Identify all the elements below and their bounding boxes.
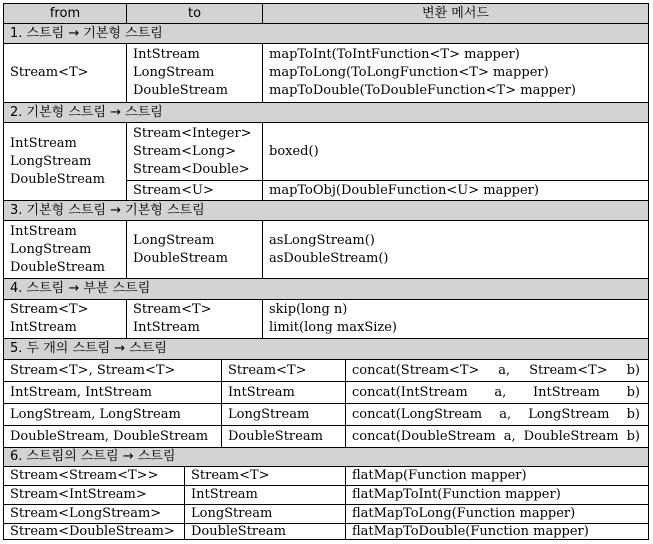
section-1-title-row — [4, 23, 648, 43]
to-cell: IntStream — [184, 485, 345, 504]
method-part: b) — [626, 406, 640, 422]
from-line: IntStream — [10, 135, 77, 151]
table-row — [4, 403, 648, 425]
header-from: from — [4, 4, 126, 23]
method-part: Stream<T> — [529, 362, 608, 378]
section-title: 3. 기본형 스트림 → 기본형 스트림 — [4, 200, 648, 220]
to-cell — [126, 220, 262, 278]
from-line: LongStream — [10, 153, 92, 169]
method-part: IntStream — [532, 384, 600, 400]
method-part: b) — [626, 428, 640, 444]
method-part: concat(LongStream — [352, 406, 483, 422]
section-title: 4. 스트림 → 부분 스트림 — [4, 278, 648, 299]
method-part: a, — [494, 384, 507, 400]
table-header-row — [4, 4, 648, 23]
from-cell: Stream<Stream<T>> — [4, 466, 184, 485]
method-line: mapToInt(ToIntFunction<T> mapper) — [269, 47, 520, 62]
method-cell — [345, 359, 648, 381]
table-row — [4, 466, 648, 485]
to-line: DoubleStream — [133, 83, 228, 98]
to-line: Stream<T> — [133, 302, 212, 317]
method-part: concat(DoubleStream — [352, 428, 496, 444]
from-line: Stream<T> — [10, 302, 89, 317]
section-3-row — [4, 220, 648, 278]
method-cell — [345, 381, 648, 403]
to-cell — [126, 180, 262, 200]
from-line: DoubleStream — [10, 171, 105, 187]
stream-conversion-table — [3, 3, 649, 540]
method-cell — [262, 180, 648, 200]
section-title: 6. 스트림의 스트림 → 스트림 — [4, 447, 648, 466]
section-title: 2. 기본형 스트림 → 스트림 — [4, 102, 648, 122]
method-line: mapToObj(DoubleFunction<U> mapper) — [269, 182, 539, 198]
section-3-title-row — [4, 200, 648, 220]
table-row — [4, 359, 648, 381]
from-cell: Stream<DoubleStream> — [4, 523, 184, 539]
header-method: 변환 메서드 — [262, 4, 648, 23]
method-cell: flatMapToInt(Function mapper) — [345, 485, 648, 504]
method-part: concat(IntStream — [352, 384, 468, 400]
to-cell: Stream<T> — [221, 359, 345, 381]
method-part: a, — [499, 406, 512, 422]
from-cell — [4, 220, 126, 278]
to-line: Stream<Long> — [133, 143, 237, 159]
from-cell — [4, 43, 126, 102]
section-4-title-row — [4, 278, 648, 299]
to-line: Stream<U> — [133, 182, 214, 198]
to-line: Stream<Integer> — [133, 125, 252, 141]
section-6-title-row — [4, 447, 648, 466]
section-1-row — [4, 43, 648, 102]
from-cell — [4, 122, 126, 200]
from-cell: Stream<IntStream> — [4, 485, 184, 504]
to-cell: Stream<T> — [184, 466, 345, 485]
method-line: asLongStream() — [269, 232, 375, 248]
section-2-row — [4, 122, 648, 200]
method-line: skip(long n) — [269, 302, 348, 317]
to-line: IntStream — [133, 320, 200, 335]
method-part: a, — [503, 428, 516, 444]
method-line: mapToLong(ToLongFunction<T> mapper) — [269, 65, 549, 80]
to-cell — [126, 43, 262, 102]
method-line: limit(long maxSize) — [269, 320, 397, 335]
section-5-title-row — [4, 338, 648, 359]
to-cell: DoubleStream — [221, 425, 345, 447]
section-title: 5. 두 개의 스트림 → 스트림 — [4, 338, 648, 359]
header-to: to — [126, 4, 262, 23]
method-cell — [262, 43, 648, 102]
from-line: IntStream — [10, 320, 77, 335]
method-line: boxed() — [269, 143, 319, 159]
table-row — [4, 381, 648, 403]
to-line: Stream<Double> — [133, 161, 250, 177]
method-part: b) — [626, 362, 640, 378]
method-cell — [345, 403, 648, 425]
to-line: LongStream — [133, 232, 215, 248]
to-cell — [126, 299, 262, 338]
from-line: Stream<T> — [10, 65, 89, 80]
to-cell: LongStream — [184, 504, 345, 523]
method-cell — [262, 220, 648, 278]
to-cell: IntStream — [221, 381, 345, 403]
from-cell: LongStream, LongStream — [4, 403, 221, 425]
from-cell — [4, 299, 126, 338]
from-line: IntStream — [10, 223, 77, 239]
section-4-row — [4, 299, 648, 338]
from-cell: Stream<LongStream> — [4, 504, 184, 523]
method-cell — [262, 299, 648, 338]
from-cell: DoubleStream, DoubleStream — [4, 425, 221, 447]
method-cell: flatMap(Function mapper) — [345, 466, 648, 485]
to-line: LongStream — [133, 65, 215, 80]
to-cell: LongStream — [221, 403, 345, 425]
section-2-title-row — [4, 102, 648, 122]
from-line: DoubleStream — [10, 259, 105, 275]
method-part: b) — [626, 384, 640, 400]
to-line: IntStream — [133, 47, 200, 62]
method-part: concat(Stream<T> — [352, 362, 480, 378]
method-cell — [262, 122, 648, 180]
section-title: 1. 스트림 → 기본형 스트림 — [4, 23, 648, 43]
table-row — [4, 425, 648, 447]
method-line: mapToDouble(ToDoubleFunction<T> mapper) — [269, 83, 576, 98]
to-cell: DoubleStream — [184, 523, 345, 539]
table-row — [4, 485, 648, 504]
from-cell: IntStream, IntStream — [4, 381, 221, 403]
method-cell — [345, 425, 648, 447]
from-line: LongStream — [10, 241, 92, 257]
method-part: DoubleStream — [523, 428, 619, 444]
to-cell — [126, 122, 262, 180]
to-line: DoubleStream — [133, 250, 228, 266]
method-part: a, — [498, 362, 511, 378]
method-cell: flatMapToLong(Function mapper) — [345, 504, 648, 523]
method-part: LongStream — [528, 406, 610, 422]
table-row — [4, 504, 648, 523]
method-cell: flatMapToDouble(Function mapper) — [345, 523, 648, 539]
method-line: asDoubleStream() — [269, 250, 389, 266]
table-row — [4, 523, 648, 539]
from-cell: Stream<T>, Stream<T> — [4, 359, 221, 381]
